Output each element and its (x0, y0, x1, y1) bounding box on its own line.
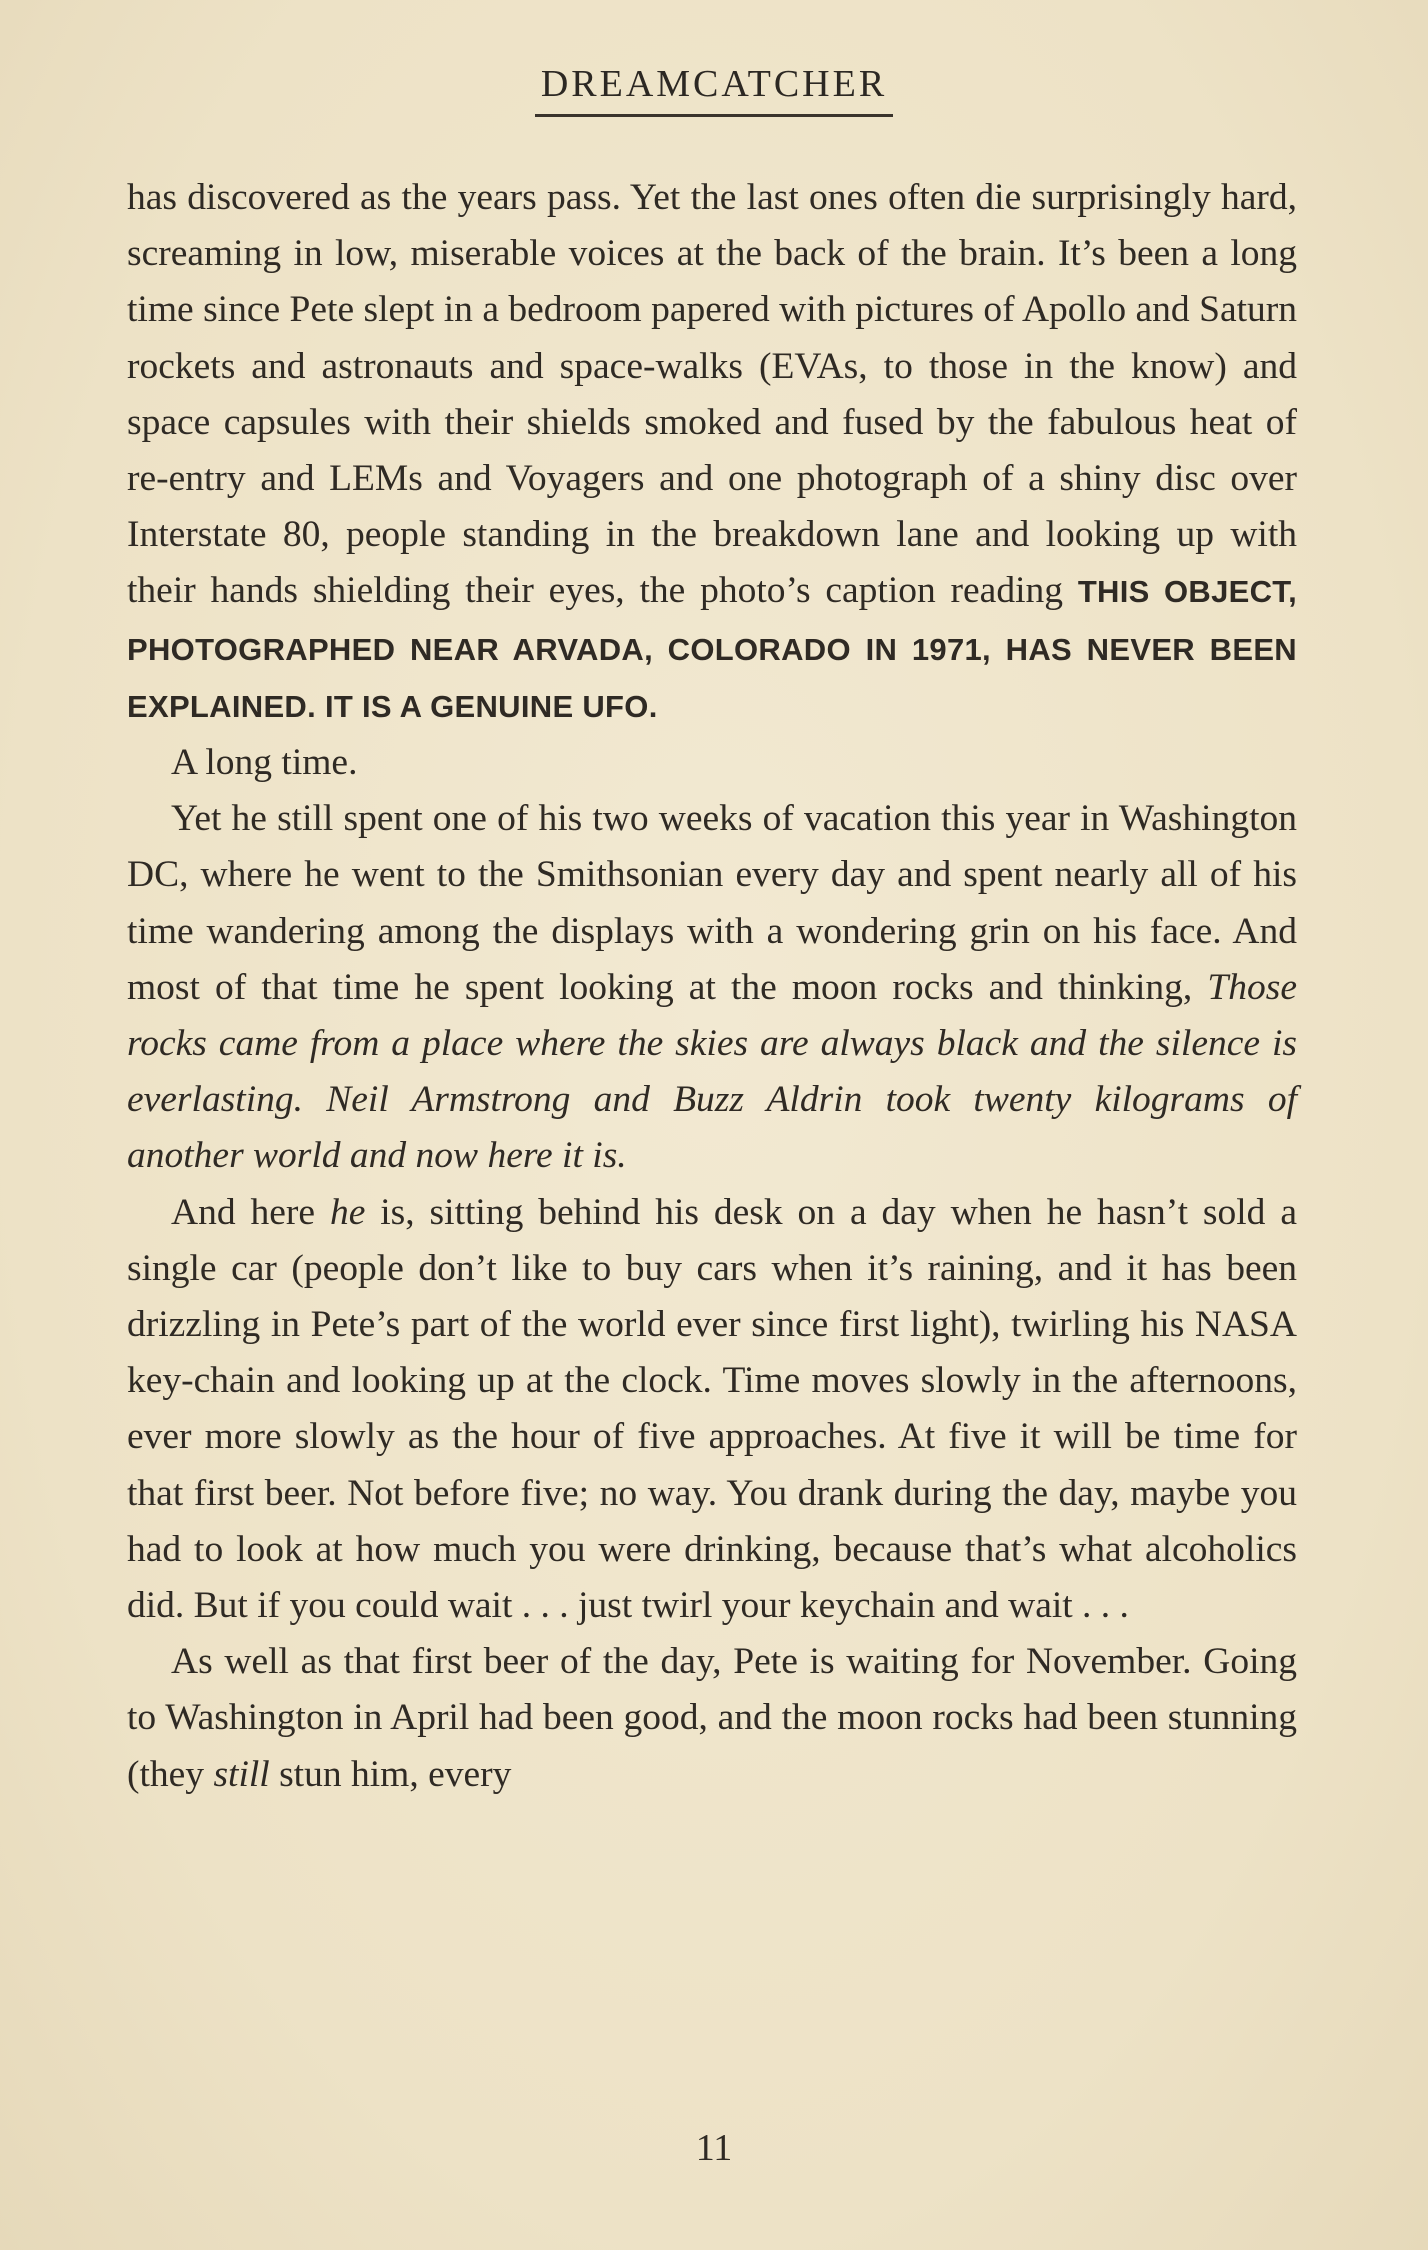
text-run: stun him, every (269, 1753, 512, 1795)
page-number: 11 (695, 2127, 733, 2169)
text-run: has discovered as the years pass. Yet the last ones often die surprisingly hard, screaming in low, miserable voices at the back of the brain. It’s been a long time since Pete slept in a bedroom papered with pictures of Apollo and Saturn rockets and astronauts and space-walks (EVAs, to those in the know) and space capsules with their shields smoked and fused by the fabulous heat of re-entry and LEMs and Voyagers and one photograph of a shiny disc over Interstate 80, people standing in the breakdown lane and looking up with their hands shielding their eyes, the photo’s caption reading (127, 177, 1297, 612)
body-text (127, 170, 1297, 1803)
italic-emphasis: still (213, 1753, 270, 1795)
paragraph-2 (127, 735, 1297, 791)
text-run: Yet he still spent one of his two weeks of vacation this year in Washington DC, where he went to the Smithsonian every day and spent nearly all of his time wandering among the displays with a wondering grin on his face. And most of that time he spent looking at the moon rocks and thinking, (127, 798, 1297, 1008)
paragraph-1 (127, 170, 1297, 735)
text-run: is, sitting behind his desk on a day when he hasn’t sold a single car (people don’t like to buy cars when it’s raining, and it has been drizzling in Pete’s part of the world ever since first light), twirling his NASA key-chain and looking up at the clock. Time moves slowly in the afternoons, ever more slowly as the hour of five approaches. At five it will be time for that first beer. Not before five; no way. You drank during the day, maybe you had to look at how much you were drinking, because that’s what alcoholics did. But if you could wait . . . just twirl your keychain and wait . . . (127, 1191, 1297, 1627)
caption-small-caps: THIS OBJECT, PHOTOGRAPHED NEAR ARVADA, COLORADO IN 1971, HAS NEVER BEEN EXPLAINED. IT IS A GENUINE UFO. (127, 574, 1297, 724)
running-title: DREAMCATCHER (535, 62, 893, 117)
italic-emphasis: he (329, 1191, 366, 1233)
paragraph-3 (127, 791, 1297, 1184)
paragraph-4 (127, 1185, 1297, 1635)
text-run: And here (171, 1191, 330, 1233)
paragraph-5 (127, 1634, 1297, 1803)
italic-thought: Those rocks came from a place where the skies are always black and the silence is everlasting. Neil Armstrong and Buzz Aldrin took twenty kilograms of another world and now here it is. (127, 966, 1297, 1177)
page-header (0, 62, 1428, 117)
text-run: A long time. (171, 742, 358, 784)
text-run: As well as that first beer of the day, Pete is waiting for November. Going to Washington in April had been good, and the moon rocks had been stunning (they (127, 1641, 1297, 1795)
